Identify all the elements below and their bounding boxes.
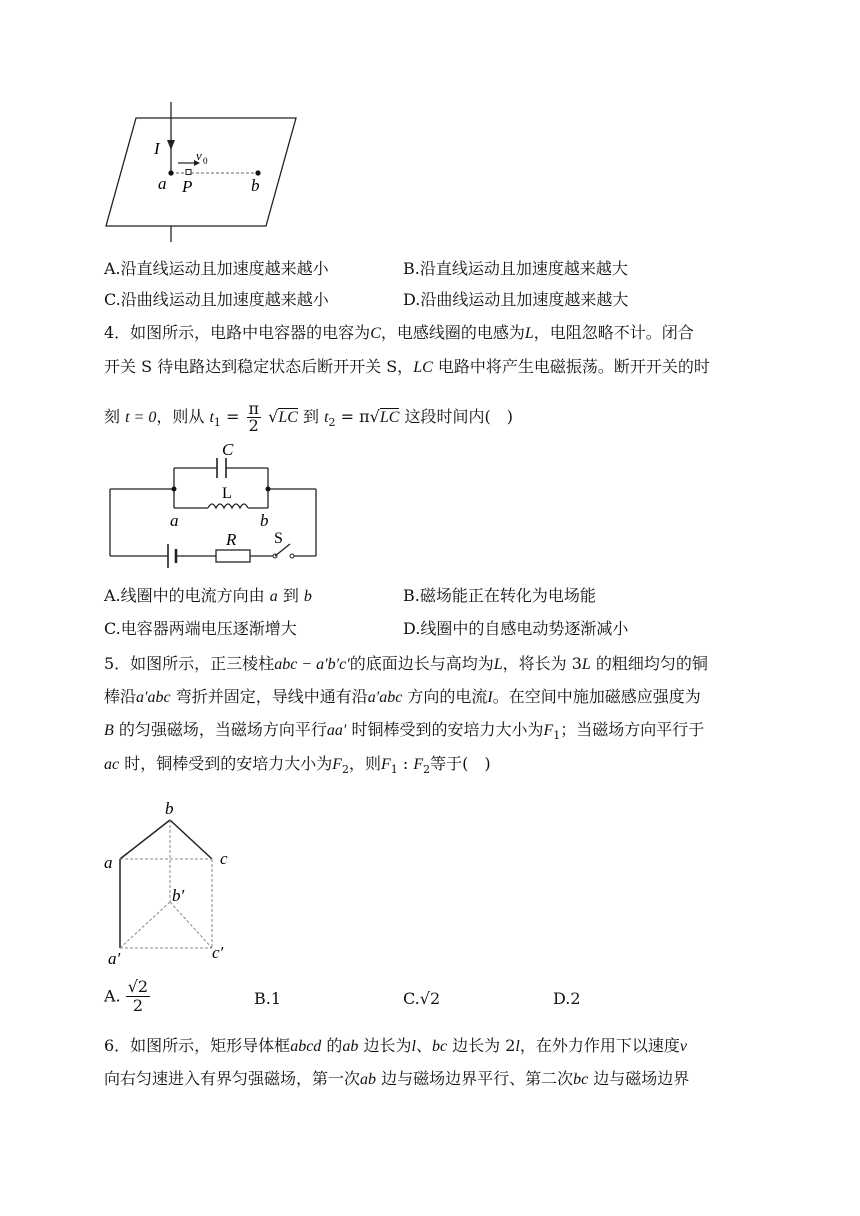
label-S: S (274, 530, 283, 547)
node-b (266, 487, 271, 492)
current-arrowhead (167, 140, 175, 150)
label-v: v (196, 148, 202, 163)
sqrt-symbol: √ (268, 407, 279, 426)
q5-option-a: A. $\frac{√2}{2}$ (104, 977, 149, 1015)
switch-contact (290, 554, 294, 558)
q5-option-c: C.√2 (403, 989, 441, 1008)
label-b: b (260, 511, 269, 530)
label-a-prime: a′ (108, 949, 121, 968)
q5-option-d: D.2 (553, 989, 581, 1008)
q3-option-a: A.沿直线运动且加速度越来越小 (104, 259, 329, 278)
label-P: P (182, 177, 193, 196)
label-c: c (220, 849, 228, 868)
point-b (255, 170, 260, 175)
q5-line-1: 5．如图所示，正三棱柱abc − a′b′c′的底面边长与高均为L，将长为 3L 的粗细均匀的铜 (104, 654, 708, 673)
q4-line-3: 刻 t = 0，则从 $t_1$ = $\frac{\pi}{2}$ √LC 到 $t_2 = \pi√LC$ 这段时间内( ) (104, 399, 514, 435)
q4-option-b: B.磁场能正在转化为电场能 (403, 586, 596, 605)
label-c-prime: c′ (212, 943, 224, 962)
sqrt-symbol-2: √ (369, 407, 380, 426)
q5-line-3: B 的匀强磁场，当磁场方向平行aa′ 时铜棒受到的安培力大小为$F_1$；当磁场方向平行于 (104, 720, 705, 743)
fraction-sqrt2-over-2: $\frac{√2}{2}$ (127, 977, 149, 1015)
q6-line-2: 向右匀速进入有界匀强磁场，第一次ab 边与磁场边界平行、第二次bc 边与磁场边界 (104, 1069, 690, 1088)
q3-option-b: B.沿直线运动且加速度越来越大 (403, 259, 628, 278)
figure-lc-circuit (104, 440, 324, 568)
label-C: C (222, 440, 234, 459)
label-L: L (222, 485, 232, 502)
label-b-prime: b′ (172, 886, 185, 905)
label-a: a (104, 853, 113, 872)
q5-option-b: B.1 (254, 989, 282, 1008)
figure-triangular-prism (100, 790, 250, 970)
q3-option-c: C.沿曲线运动且加速度越来越小 (104, 290, 329, 309)
q3-option-d: D.沿曲线运动且加速度越来越大 (403, 290, 629, 309)
q6-line-1: 6．如图所示，矩形导体框abcd 的ab 边长为l、bc 边长为 2l，在外力作用下以速度v (104, 1036, 687, 1055)
q5-line-2: 棒沿a′abc 弯折并固定，导线中通有沿a′abc 方向的电流I。在空间中施加磁感应强度为 (104, 687, 701, 706)
q4-line-2: 开关 S 待电路达到稳定状态后断开开关 S，LC 电路中将产生电磁振荡。断开开关的时 (104, 357, 710, 376)
label-v-sub: 0 (203, 156, 208, 166)
q5-line-4: ac 时，铜棒受到的安培力大小为$F_2$，则$F_1$ : $F_2$等于( ) (104, 754, 491, 777)
label-R: R (226, 530, 237, 549)
label-b: b (165, 799, 174, 818)
figure-wire-plane (100, 100, 310, 248)
label-a: a (158, 174, 167, 193)
plane-parallelogram (106, 118, 296, 226)
node-a (172, 487, 177, 492)
label-a: a (170, 511, 179, 530)
label-I: I (154, 139, 160, 158)
particle-P (186, 170, 191, 175)
q4-line-1: 4．如图所示，电路中电容器的电容为C，电感线圈的电感为L，电阻忽略不计。闭合 (104, 323, 694, 342)
q4-option-c: C.电容器两端电压逐渐增大 (104, 619, 297, 638)
inductor-coil (208, 504, 248, 508)
point-a (168, 170, 173, 175)
q4-option-d: D.线圈中的自感电动势逐渐减小 (403, 619, 629, 638)
resistor-R (216, 550, 250, 562)
label-b: b (251, 176, 260, 195)
fraction-pi-over-2: $\frac{\pi}{2}$ (248, 399, 260, 435)
q4-option-a: A.线圈中的电流方向由 a 到 b (104, 586, 312, 605)
